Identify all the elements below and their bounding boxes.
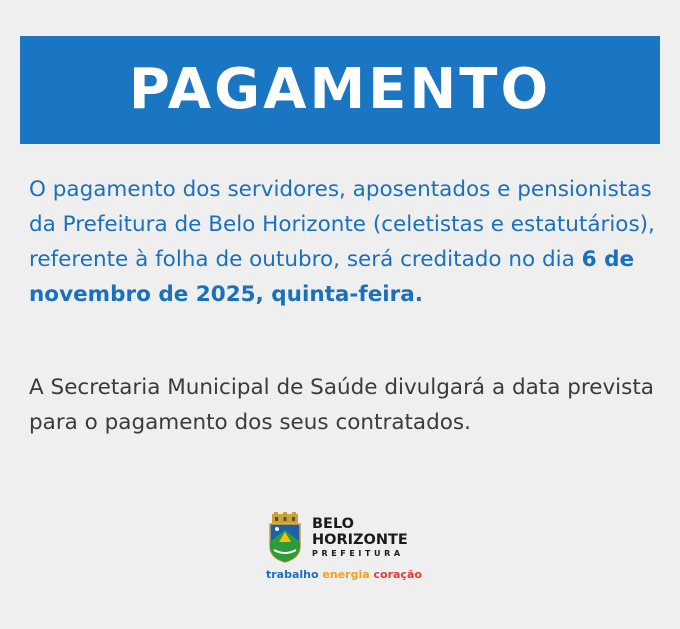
health-secretariat-note: A Secretaria Municipal de Saúde divulgará a data prevista para o pagamento dos seus contratados. xyxy=(29,375,654,435)
announcement-date: 6 de novembro de 2025, quinta-feira. xyxy=(29,247,635,307)
tagline-trabalho: trabalho xyxy=(266,568,319,581)
logo-line-belo: BELO xyxy=(312,516,355,532)
logo-tagline xyxy=(266,568,422,582)
logo-wordmark xyxy=(312,516,408,560)
title-banner xyxy=(20,36,660,144)
tagline-coracao: coração xyxy=(373,568,422,581)
payment-announcement xyxy=(29,172,659,312)
logo-line-prefeitura: PREFEITURA xyxy=(312,549,404,558)
coat-of-arms-icon xyxy=(266,512,304,564)
prefeitura-logo xyxy=(266,512,426,587)
banner-title: PAGAMENTO xyxy=(128,57,552,122)
tagline-energia: energia xyxy=(322,568,370,581)
announcement-text: O pagamento dos servidores, aposentados e pensionistas da Prefeitura de Belo Horizonte (celetistas e estatutários), referente à folha de outubro, será creditado no dia xyxy=(29,177,655,272)
logo-line-horizonte: HORIZONTE xyxy=(312,532,408,548)
